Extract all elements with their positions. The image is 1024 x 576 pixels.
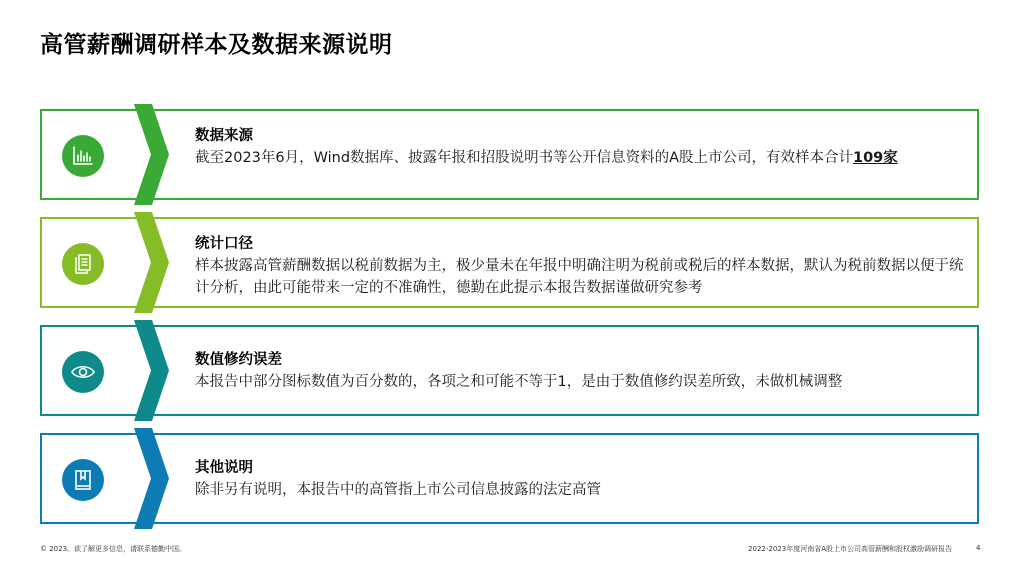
section-icon-circle bbox=[62, 351, 104, 393]
section-text bbox=[195, 125, 965, 169]
chevron-arrow-icon bbox=[134, 320, 169, 421]
bookmark-icon bbox=[71, 468, 95, 492]
section-data-source bbox=[40, 109, 979, 200]
section-description: 样本披露高管薪酬数据以税前数据为主，极少量未在年报中明确注明为税前或税后的样本数据，默认为税前数据以便于统计分析，由此可能带来一定的不准确性，德勤在此提示本报告数据谨做研究参考 bbox=[195, 258, 964, 296]
section-icon-circle bbox=[62, 243, 104, 285]
documents-icon bbox=[71, 252, 95, 276]
chevron-arrow-icon bbox=[134, 428, 169, 529]
section-rounding-error bbox=[40, 325, 979, 416]
section-other-notes bbox=[40, 433, 979, 524]
section-description: 本报告中部分图标数值为百分数的，各项之和可能不等于1，是由于数值修约误差所致，未做机械调整 bbox=[195, 374, 843, 390]
section-description: 截至2023年6月，Wind数据库、披露年报和招股说明书等公开信息资料的A股上市公司，有效样本合计109家 bbox=[195, 150, 898, 166]
section-heading: 数据来源 bbox=[195, 128, 253, 144]
section-heading: 其他说明 bbox=[195, 460, 253, 476]
footer-report-title: 2022-2023年度河南省A股上市公司高管薪酬和股权激励调研报告 bbox=[748, 545, 952, 553]
section-icon-circle bbox=[62, 459, 104, 501]
sample-count: 109家 bbox=[852, 150, 898, 166]
page-title: 高管薪酬调研样本及数据来源说明 bbox=[40, 32, 393, 58]
section-heading: 统计口径 bbox=[195, 236, 253, 252]
section-heading: 数值修约误差 bbox=[195, 352, 282, 368]
chevron-arrow-icon bbox=[134, 104, 169, 205]
section-icon-circle bbox=[62, 135, 104, 177]
section-text bbox=[195, 233, 965, 299]
section-text bbox=[195, 457, 965, 501]
chevron-arrow-icon bbox=[134, 212, 169, 313]
eye-icon bbox=[70, 359, 96, 385]
page-number: 4 bbox=[976, 544, 981, 552]
section-statistical-scope bbox=[40, 217, 979, 308]
bar-chart-icon bbox=[71, 144, 95, 168]
section-text bbox=[195, 349, 965, 393]
section-description: 除非另有说明，本报告中的高管指上市公司信息披露的法定高管 bbox=[195, 482, 601, 498]
footer-copyright: © 2023。欲了解更多信息，请联系德勤中国。 bbox=[40, 545, 187, 553]
